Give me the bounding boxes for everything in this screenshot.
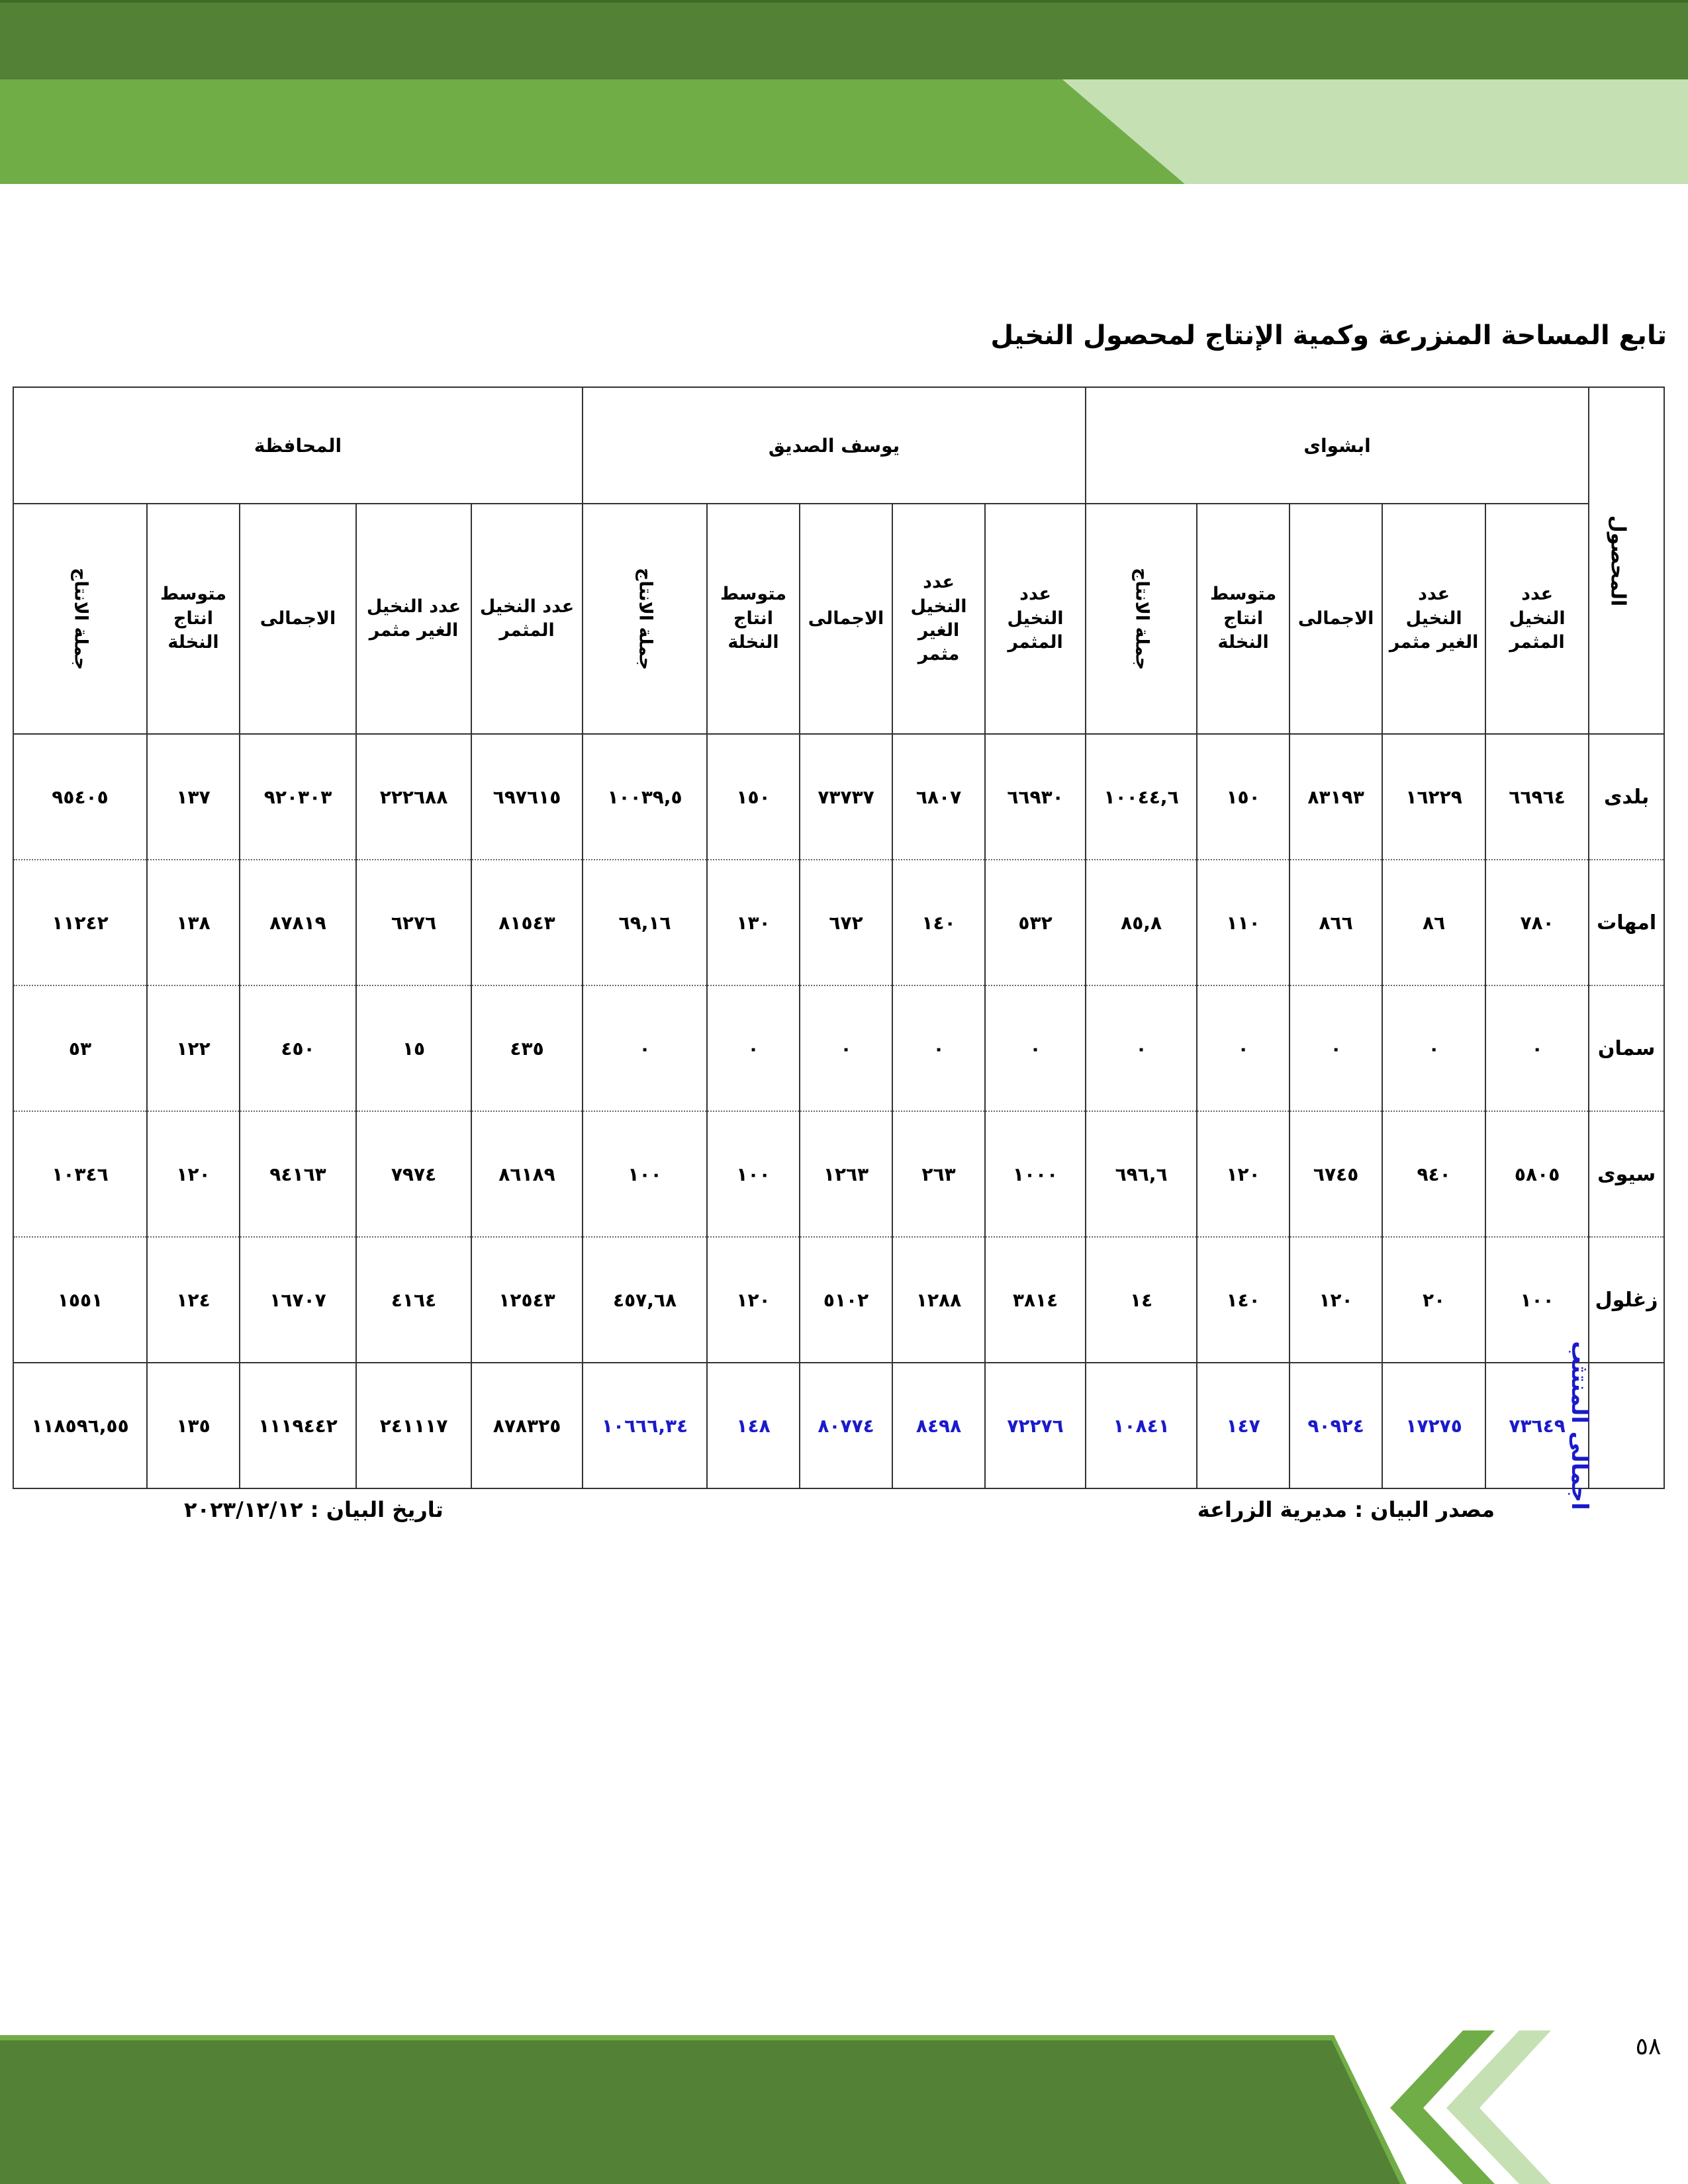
table-cell: ٠ bbox=[1485, 985, 1589, 1111]
group-header-youssef-el-seddik: يوسف الصديق bbox=[583, 387, 1086, 504]
table-cell: ٠ bbox=[707, 985, 800, 1111]
table-cell: ١٢٠ bbox=[1197, 1111, 1289, 1237]
column-header-line: متوسط bbox=[1210, 584, 1277, 605]
header-banner bbox=[0, 0, 1688, 199]
table-cell: ١٣٨ bbox=[147, 860, 240, 985]
group-header-ibshway: ابشواى bbox=[1086, 387, 1589, 504]
table-cell: ٦٢٧٦ bbox=[356, 860, 471, 985]
table-cell: ٨٦١٨٩ bbox=[471, 1111, 583, 1237]
total-cell: ١١٨٥٩٦,٥٥ bbox=[13, 1363, 147, 1488]
table-cell: ١٦٧٠٧ bbox=[240, 1237, 356, 1363]
column-header bbox=[1086, 504, 1197, 734]
crop-column-header: المحصول bbox=[1589, 387, 1664, 734]
table-cell: ٩٤٠ bbox=[1382, 1111, 1485, 1237]
column-header-line: مثمر bbox=[917, 644, 960, 665]
table-cell: ٠ bbox=[892, 985, 985, 1111]
table-cell: ٦٩,١٦ bbox=[583, 860, 707, 985]
table-cell: ١٤ bbox=[1086, 1237, 1197, 1363]
table-cell: ٢٢٢٦٨٨ bbox=[356, 734, 471, 860]
column-header-line: الغير مثمر bbox=[369, 620, 459, 641]
table-row bbox=[13, 734, 1664, 860]
table-cell: ٥١٠٢ bbox=[800, 1237, 892, 1363]
column-header bbox=[1197, 504, 1289, 734]
column-header bbox=[147, 504, 240, 734]
table-cell: ٨١٥٤٣ bbox=[471, 860, 583, 985]
table-cell: ١٠٠٠ bbox=[985, 1111, 1086, 1237]
table-cell: ٦٧٢ bbox=[800, 860, 892, 985]
total-cell: ٨٤٩٨ bbox=[892, 1363, 985, 1488]
total-cell: ٧٢٢٧٦ bbox=[985, 1363, 1086, 1488]
column-header bbox=[1485, 504, 1589, 734]
total-label: اجمالى المنتثب bbox=[1566, 1341, 1593, 1510]
column-header-line: انتاج bbox=[733, 608, 774, 629]
table-cell: ٥٣٢ bbox=[985, 860, 1086, 985]
table-cell: ١١٠ bbox=[1197, 860, 1289, 985]
table-cell: ٨٣١٩٣ bbox=[1289, 734, 1382, 860]
column-header-line: الاجمالى bbox=[1297, 608, 1374, 629]
column-header bbox=[707, 504, 800, 734]
column-header bbox=[240, 504, 356, 734]
table-cell: ١٣٧ bbox=[147, 734, 240, 860]
table-cell: ٠ bbox=[1197, 985, 1289, 1111]
total-cell: ١٤٨ bbox=[707, 1363, 800, 1488]
table-cell: ٠ bbox=[583, 985, 707, 1111]
table-cell: ٨٦ bbox=[1382, 860, 1485, 985]
total-label-cell bbox=[1566, 1341, 1664, 1510]
column-header bbox=[892, 504, 985, 734]
table-cell: ١٠٠ bbox=[707, 1111, 800, 1237]
table-cell: ١٢٦٣ bbox=[800, 1111, 892, 1237]
table-cell: ٤٥٧,٦٨ bbox=[583, 1237, 707, 1363]
table-cell: ٦٦٩٣٠ bbox=[985, 734, 1086, 860]
table-cell: ٥٣ bbox=[13, 985, 147, 1111]
data-source-note: مصدر البيان : مديرية الزراعة bbox=[1197, 1497, 1495, 1522]
table-cell: ١٠٠٣٩,٥ bbox=[583, 734, 707, 860]
table-cell: ١٥٠ bbox=[1197, 734, 1289, 860]
column-header-line: النخيل bbox=[1007, 608, 1064, 629]
table-cell: ٠ bbox=[1086, 985, 1197, 1111]
total-cell: ١٠٨٤١ bbox=[1086, 1363, 1197, 1488]
crop-name-cell: بلدى bbox=[1589, 734, 1664, 860]
table-cell: ٠ bbox=[985, 985, 1086, 1111]
column-header-line: متوسط bbox=[720, 584, 787, 605]
table-cell: ١٢٨٨ bbox=[892, 1237, 985, 1363]
column-header bbox=[583, 504, 707, 734]
total-cell: ١١١٩٤٤٢ bbox=[240, 1363, 356, 1488]
crop-name-cell: سيوى bbox=[1589, 1111, 1664, 1237]
column-header bbox=[356, 504, 471, 734]
total-cell: ١٣٥ bbox=[147, 1363, 240, 1488]
table-cell: ٦٩٦,٦ bbox=[1086, 1111, 1197, 1237]
table-cell: ١٠٠٤٤,٦ bbox=[1086, 734, 1197, 860]
column-header bbox=[985, 504, 1086, 734]
column-header bbox=[471, 504, 583, 734]
column-header-line: الاجمالى bbox=[259, 608, 336, 629]
table-cell: ١٠٣٤٦ bbox=[13, 1111, 147, 1237]
column-header-line: المثمر bbox=[499, 620, 555, 641]
column-header-line: الغير مثمر bbox=[1389, 632, 1479, 653]
crop-name-cell: امهات bbox=[1589, 860, 1664, 985]
column-header-line: عدد bbox=[1418, 584, 1450, 605]
column-header-line: جملة الانتاج bbox=[70, 567, 91, 670]
table-cell: ٠ bbox=[1289, 985, 1382, 1111]
table-cell: ١٢٤ bbox=[147, 1237, 240, 1363]
table-cell: ١٤٠ bbox=[1197, 1237, 1289, 1363]
column-header-line: الاجمالى bbox=[808, 608, 884, 629]
table-cell: ٦٦٩٦٤ bbox=[1485, 734, 1589, 860]
table-cell: ١٣٠ bbox=[707, 860, 800, 985]
column-header-line: عدد النخيل bbox=[366, 596, 461, 617]
table-row bbox=[13, 1237, 1664, 1363]
table-cell: ١٥٠ bbox=[707, 734, 800, 860]
table-cell: ٨٥,٨ bbox=[1086, 860, 1197, 985]
column-header-line: عدد bbox=[923, 572, 955, 593]
column-header-line: النخيل bbox=[1509, 608, 1566, 629]
data-date-note: تاريخ البيان : ٢٠٢٣/١٢/١٢ bbox=[184, 1497, 444, 1522]
table-cell: ٤٣٥ bbox=[471, 985, 583, 1111]
crop-name-cell: سمان bbox=[1589, 985, 1664, 1111]
table-cell: ١٢٠ bbox=[147, 1111, 240, 1237]
table-row bbox=[13, 1111, 1664, 1237]
total-cell: ٧٣٦٤٩ bbox=[1485, 1363, 1589, 1488]
table-cell: ٢٠ bbox=[1382, 1237, 1485, 1363]
column-header-line: النخلة bbox=[1217, 632, 1269, 653]
column-header-line: عدد النخيل bbox=[479, 596, 575, 617]
table-cell: ١٤٠ bbox=[892, 860, 985, 985]
table-cell: ٠ bbox=[1382, 985, 1485, 1111]
group-header-governorate: المحافظة bbox=[13, 387, 583, 504]
table-cell: ٩٤١٦٣ bbox=[240, 1111, 356, 1237]
table-cell: ٦٨٠٧ bbox=[892, 734, 985, 860]
table-cell: ١٢٥٤٣ bbox=[471, 1237, 583, 1363]
table-cell: ١٥٥١ bbox=[13, 1237, 147, 1363]
table-cell: ٩٥٤٠٥ bbox=[13, 734, 147, 860]
table-cell: ١١٢٤٢ bbox=[13, 860, 147, 985]
page-title: تابع المساحة المنزرعة وكمية الإنتاج لمحصول النخيل bbox=[990, 320, 1667, 351]
table-cell: ٩٢٠٣٠٣ bbox=[240, 734, 356, 860]
table-cell: ٤٥٠ bbox=[240, 985, 356, 1111]
page-number: ٥٨ bbox=[1635, 2033, 1662, 2060]
table-cell: ١٥ bbox=[356, 985, 471, 1111]
table-cell: ١٢٢ bbox=[147, 985, 240, 1111]
table-cell: ٧٨٠ bbox=[1485, 860, 1589, 985]
column-header-line: النخلة bbox=[727, 632, 779, 653]
column-header-line: النخيل bbox=[1405, 608, 1462, 629]
total-cell: ٨٠٧٧٤ bbox=[800, 1363, 892, 1488]
column-header-line: جملة الانتاج bbox=[1131, 567, 1152, 670]
table-cell: ٨٧٨١٩ bbox=[240, 860, 356, 985]
footer-banner bbox=[0, 2012, 1688, 2184]
table-cell: ٣٨١٤ bbox=[985, 1237, 1086, 1363]
table-cell: ٥٨٠٥ bbox=[1485, 1111, 1589, 1237]
table-cell: ٦٧٤٥ bbox=[1289, 1111, 1382, 1237]
total-cell: ١٤٧ bbox=[1197, 1363, 1289, 1488]
column-header-line: الغير bbox=[917, 620, 960, 641]
column-header-line: متوسط bbox=[160, 584, 227, 605]
table-cell: ٨٦٦ bbox=[1289, 860, 1382, 985]
column-header bbox=[800, 504, 892, 734]
table-cell: ١٢٠ bbox=[707, 1237, 800, 1363]
total-row bbox=[13, 1363, 1664, 1488]
total-cell: ١٠٦٦٦,٣٤ bbox=[583, 1363, 707, 1488]
table-cell: ٧٩٧٤ bbox=[356, 1111, 471, 1237]
column-header bbox=[1289, 504, 1382, 734]
table-cell: ١٦٢٢٩ bbox=[1382, 734, 1485, 860]
column-header-line: المثمر bbox=[1008, 632, 1063, 653]
column-header-line: النخلة bbox=[167, 632, 219, 653]
table-cell: ٠ bbox=[800, 985, 892, 1111]
column-header-line: النخيل bbox=[910, 596, 967, 617]
total-cell: ٢٤١١١٧ bbox=[356, 1363, 471, 1488]
crop-name-cell: زغلول bbox=[1589, 1237, 1664, 1363]
column-header bbox=[1382, 504, 1485, 734]
column-header-line: جملة الانتاج bbox=[635, 567, 656, 670]
table-cell: ٤١٦٤ bbox=[356, 1237, 471, 1363]
table-cell: ٧٣٧٣٧ bbox=[800, 734, 892, 860]
column-header bbox=[13, 504, 147, 734]
total-cell: ١٧٢٧٥ bbox=[1382, 1363, 1485, 1488]
table-row bbox=[13, 985, 1664, 1111]
table-row bbox=[13, 860, 1664, 985]
column-header-line: انتاج bbox=[1223, 608, 1264, 629]
column-header-line: عدد bbox=[1521, 584, 1554, 605]
table-cell: ١٠٠ bbox=[1485, 1237, 1589, 1363]
column-header-line: انتاج bbox=[173, 608, 214, 629]
total-cell: ٨٧٨٣٢٥ bbox=[471, 1363, 583, 1488]
column-header-line: المثمر bbox=[1509, 632, 1565, 653]
table-cell: ٦٩٧٦١٥ bbox=[471, 734, 583, 860]
total-cell: ٩٠٩٢٤ bbox=[1289, 1363, 1382, 1488]
table-cell: ١٢٠ bbox=[1289, 1237, 1382, 1363]
table-cell: ٢٦٣ bbox=[892, 1111, 985, 1237]
table-cell: ١٠٠ bbox=[583, 1111, 707, 1237]
column-header-line: عدد bbox=[1019, 584, 1051, 605]
